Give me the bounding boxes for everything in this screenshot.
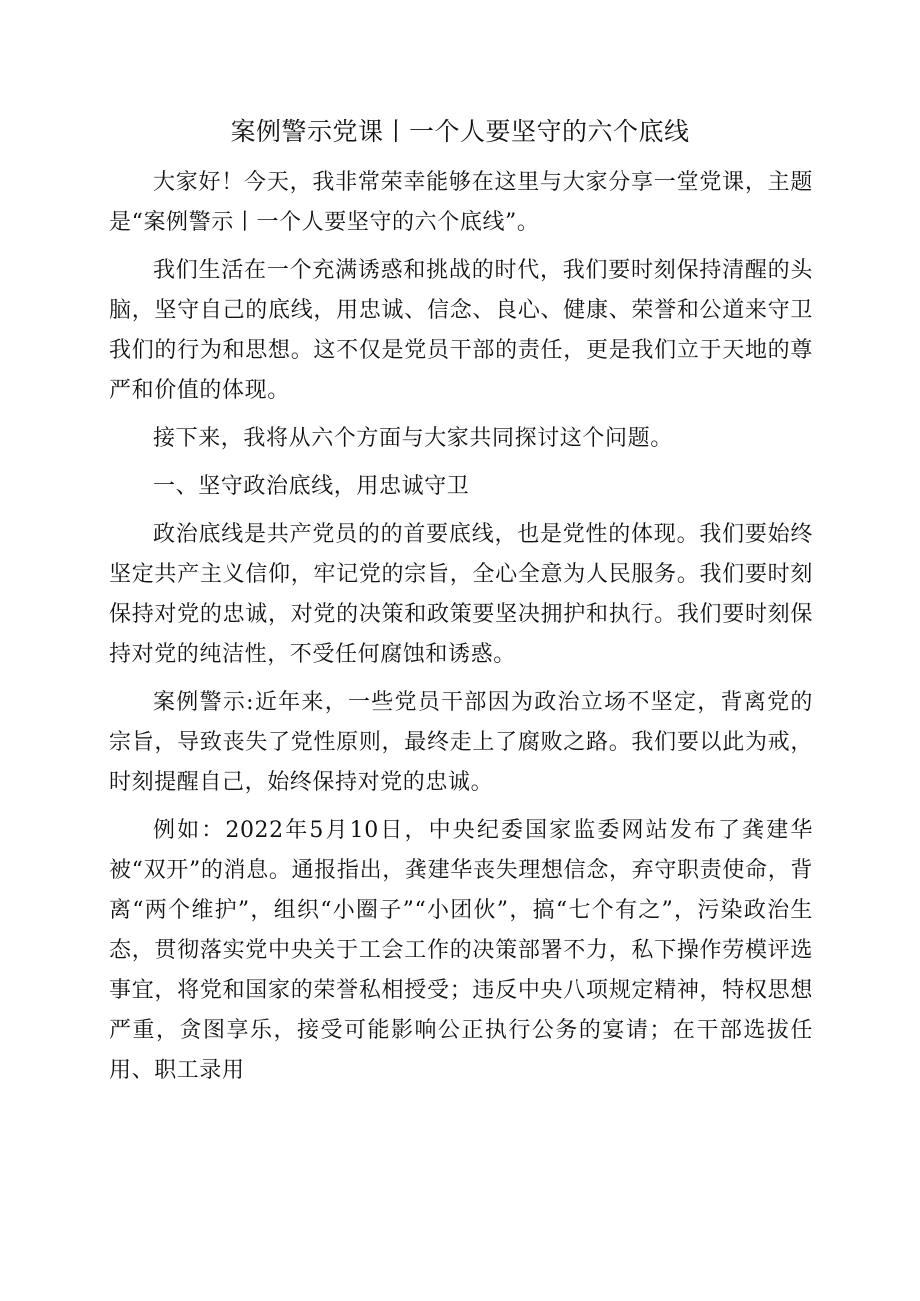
document-title: 案例警示党课丨一个人要坚守的六个底线 [230,117,690,146]
paragraph-political-bottom-line: 政治底线是共产党员的的首要底线，也是党性的体现。我们要始终坚定共产主义信仰，牢记党的宗旨，全心全意为人民服务。我们要时刻保持对党的忠诚，对党的决策和政策要坚决拥护和执行。我们要时刻保持对党的纯洁性，不受任何腐蚀和诱惑。 [109,522,813,667]
section-heading-1: 一、坚守政治底线，用忠诚守卫 [153,474,470,499]
paragraph-intro: 我们生活在一个充满诱惑和挑战的时代，我们要时刻保持清醒的头脑，坚守自己的底线，用忠诚、信念、良心、健康、荣誉和公道来守卫我们的行为和思想。这不仅是党员干部的责任，更是我们立于天地的尊严和价值的体现。 [109,258,813,403]
paragraph-case-warning: 案例警示:近年来，一些党员干部因为政治立场不坚定，背离党的宗旨，导致丧失了党性原则，最终走上了腐败之路。我们要以此为戒，时刻提醒自己，始终保持对党的忠诚。 [109,690,813,795]
paragraph-example: 例如：2022年5月10日，中央纪委国家监委网站发布了龚建华被“双开”的消息。通报指出，龚建华丧失理想信念，弃守职责使命，背离“两个维护”，组织“小圈子”“小团伙”，搞“七个有之”，污染政治生态，贯彻落实党中央关于工会工作的决策部署不力，私下操作劳模评选事宜，将党和国家的荣誉私相授受；违反中央八项规定精神，特权思想严重，贪图享乐，接受可能影响公正执行公务的宴请；在干部选拔任用、职工录用 [109,818,813,1083]
paragraph-greeting: 大家好！今天，我非常荣幸能够在这里与大家分享一堂党课，主题是“案例警示丨一个人要坚守的六个底线”。 [109,170,813,235]
paragraph-transition: 接下来，我将从六个方面与大家共同探讨这个问题。 [153,426,673,451]
document-body [109,163,813,1099]
